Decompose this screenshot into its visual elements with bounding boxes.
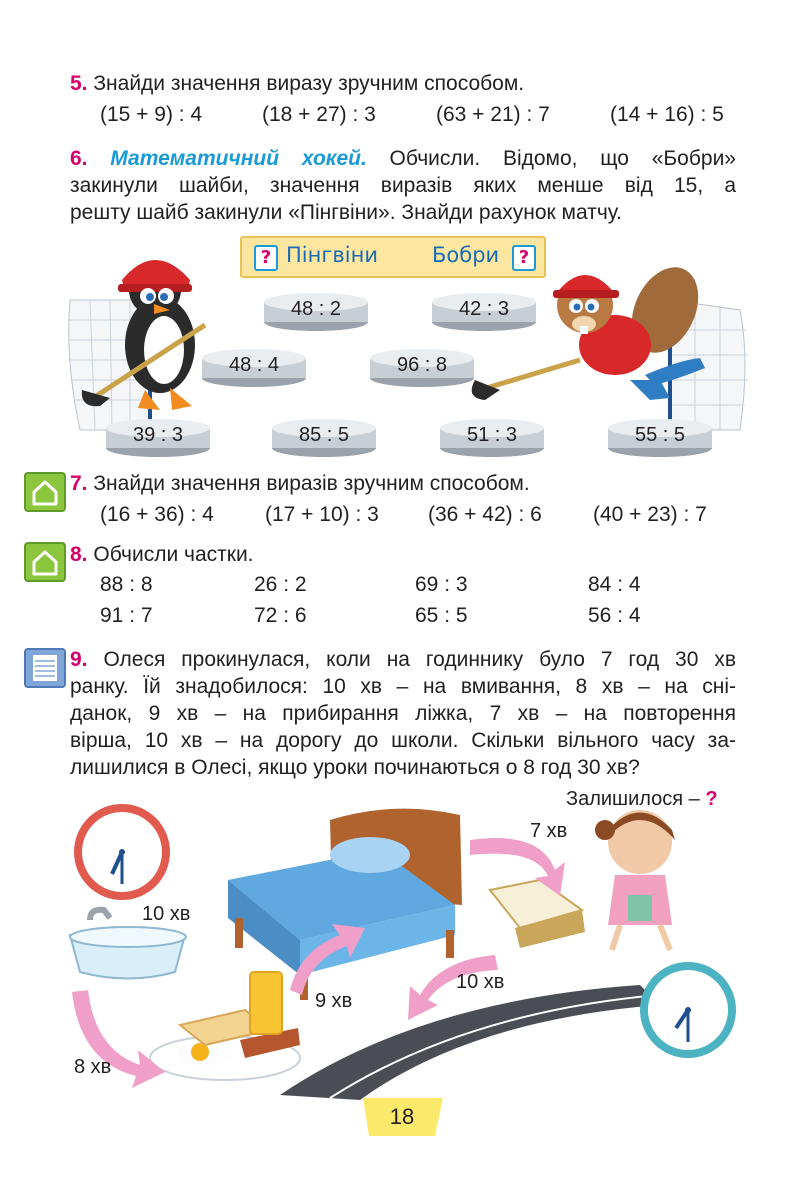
puck-label: 55 : 5 <box>634 424 686 446</box>
house-icon <box>26 474 64 510</box>
poem-time-label: 7 хв <box>530 820 568 842</box>
girl-icon <box>595 810 675 950</box>
breakfast-icon <box>150 972 300 1080</box>
puck <box>430 292 538 332</box>
task7-expr-3: (36 + 42) : 6 <box>428 503 542 526</box>
puck-label: 48 : 4 <box>228 354 280 376</box>
task9-line5: лишилися в Олесі, якщо уроки починаються о 8 год 30 хв? <box>70 756 640 779</box>
notebook-icon <box>24 648 66 688</box>
task5-expr-3: (63 + 21) : 7 <box>436 103 550 126</box>
puck-label: 48 : 2 <box>290 298 342 320</box>
task8-r2-1: 91 : 7 <box>100 604 153 627</box>
task8-r2-4: 56 : 4 <box>588 604 641 627</box>
homework-icon <box>24 472 66 512</box>
task9-number: 9. <box>70 648 88 671</box>
score-board <box>240 236 546 278</box>
puck-label: 51 : 3 <box>466 424 518 446</box>
puck <box>104 418 212 458</box>
puck <box>262 292 370 332</box>
puck-label: 39 : 3 <box>132 424 184 446</box>
task6-title: Математичний хокей. <box>110 147 367 170</box>
task8-text: Обчисли частки. <box>93 543 254 566</box>
road-time-label: 10 хв <box>456 971 505 993</box>
task9-statement <box>70 646 736 781</box>
clock-start-icon <box>74 804 170 900</box>
clock-end-icon <box>640 962 736 1058</box>
task9-line1: Олеся прокинулася, коли на годиннику було 7 год 30 хв <box>103 648 736 671</box>
task5-expr-2: (18 + 27) : 3 <box>262 103 376 126</box>
task7-expr-2: (17 + 10) : 3 <box>265 503 379 526</box>
task5-expr-1: (15 + 9) : 4 <box>100 103 203 126</box>
homework-icon <box>24 542 66 582</box>
task7-number: 7. <box>70 472 88 495</box>
page-number: 18 <box>389 1104 415 1129</box>
task5-statement <box>70 70 524 97</box>
task8-r1-3: 69 : 3 <box>415 573 468 596</box>
task6-line2: закинули шайби, значення виразів яких менше від 15, а <box>70 174 736 197</box>
task9-line3: данок, 9 хв – на прибирання ліжка, 7 хв – на повторення <box>70 702 736 725</box>
task8-r1-2: 26 : 2 <box>254 573 307 596</box>
task8-statement <box>70 541 254 568</box>
task8-r2-2: 72 : 6 <box>254 604 307 627</box>
team-penguins-label: Пінгвіни <box>286 243 378 267</box>
task5-text: Знайди значення виразу зручним способом. <box>93 72 525 95</box>
task9-line4: вірша, 10 хв – на дорогу до школи. Скільки вільного часу за- <box>70 729 736 752</box>
puck-label: 85 : 5 <box>298 424 350 446</box>
puck-label: 42 : 3 <box>458 298 510 320</box>
puck <box>200 348 308 388</box>
lined-page-icon <box>26 650 64 686</box>
puck <box>438 418 546 458</box>
task8-r1-4: 84 : 4 <box>588 573 641 596</box>
puck <box>606 418 714 458</box>
task6-statement <box>70 145 736 226</box>
penguins-score-question: ? <box>254 245 278 271</box>
morning-routine-illustration <box>0 800 800 1100</box>
puck-label: 96 : 8 <box>396 354 448 376</box>
bed-time-label: 9 хв <box>315 990 353 1012</box>
house-icon <box>26 544 64 580</box>
task9-line2: ранку. Їй знадобилося: 10 хв – на вмивання, 8 хв – на сні- <box>70 675 736 698</box>
wash-time-label: 10 хв <box>142 903 191 925</box>
puck <box>270 418 378 458</box>
task7-expr-4: (40 + 23) : 7 <box>593 503 707 526</box>
task6-number: 6. <box>70 147 88 170</box>
task5-expr-4: (14 + 16) : 5 <box>610 103 724 126</box>
task7-expr-1: (16 + 36) : 4 <box>100 503 214 526</box>
book-icon <box>490 880 585 948</box>
remaining-text: Залишилося – <box>566 788 700 810</box>
breakfast-time-label: 8 хв <box>74 1056 112 1078</box>
team-beavers-label: Бобри <box>432 243 500 267</box>
puck <box>368 348 476 388</box>
task6-line1: Обчисли. Відомо, що «Бобри» <box>389 147 736 170</box>
task5-number: 5. <box>70 72 88 95</box>
task7-text: Знайди значення виразів зручним способом. <box>93 472 530 495</box>
task8-r2-3: 65 : 5 <box>415 604 468 627</box>
task8-r1-1: 88 : 8 <box>100 573 153 596</box>
remaining-question: ? <box>705 788 718 810</box>
task8-number: 8. <box>70 543 88 566</box>
task6-line3: решту шайб закинули «Пінгвіни». Знайди рахунок матчу. <box>70 201 622 224</box>
task7-statement <box>70 470 530 497</box>
beavers-score-question: ? <box>512 245 536 271</box>
